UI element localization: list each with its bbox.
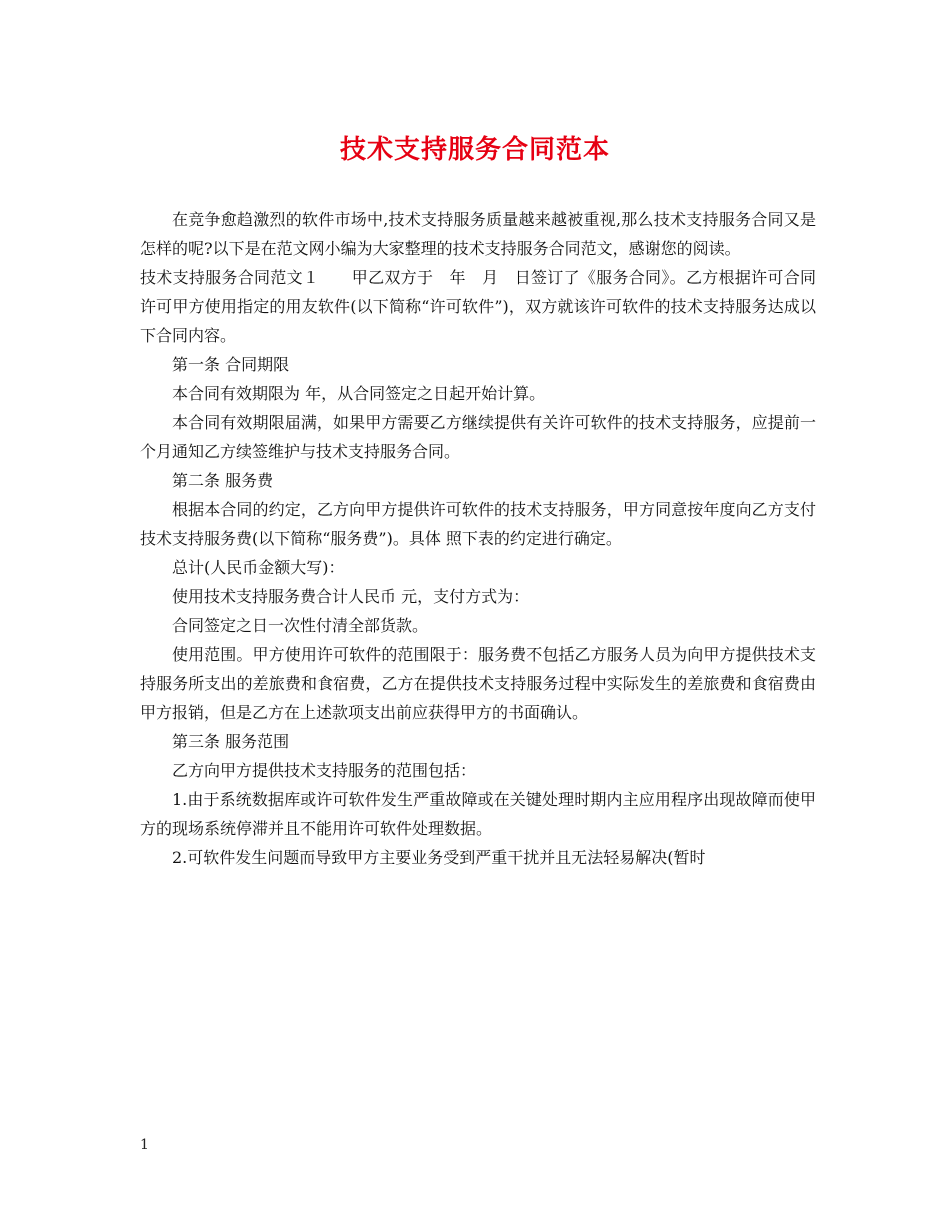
paragraph: 技术支持服务合同范文１ 甲乙双方于 年 月 日签订了《服务合同》。乙方根据许可合同许可甲方使用指定的用友软件(以下简称“许可软件”)，双方就该许可软件的技术支持服务达成以下合同内容。 — [140, 268, 816, 345]
document-body — [140, 205, 816, 872]
paragraph: 使用范围。甲方使用许可软件的范围限于：服务费不包括乙方服务人员为向甲方提供技术支持服务所支出的差旅费和食宿费，乙方在提供技术支持服务过程中实际发生的差旅费和食宿费由甲方报销，但是乙方在上述款项支出前应获得甲方的书面确认。 — [140, 645, 816, 722]
paragraph: 2.可软件发生问题而导致甲方主要业务受到严重干扰并且无法轻易解决(暂时 — [172, 848, 706, 867]
paragraph: 第二条 服务费 — [172, 471, 274, 490]
paragraph: 本合同有效期限为 年，从合同签定之日起开始计算。 — [172, 384, 546, 403]
paragraph: 第一条 合同期限 — [172, 355, 290, 374]
paragraph: 乙方向甲方提供技术支持服务的范围包括： — [172, 761, 477, 780]
paragraph: 使用技术支持服务费合计人民币 元，支付方式为： — [172, 587, 530, 606]
paragraph: 1.由于系统数据库或许可软件发生严重故障或在关键处理时期内主应用程序出现故障而使甲方的现场系统停滞并且不能用许可软件处理数据。 — [140, 790, 816, 838]
paragraph: 根据本合同的约定，乙方向甲方提供许可软件的技术支持服务，甲方同意按年度向乙方支付技术支持服务费(以下简称“服务费”)。具体 照下表的约定进行确定。 — [140, 500, 816, 548]
paragraph: 本合同有效期限届满，如果甲方需要乙方继续提供有关许可软件的技术支持服务，应提前一个月通知乙方续签维护与技术支持服务合同。 — [140, 413, 816, 461]
page-number: 1 — [140, 1137, 149, 1153]
document-title: 技术支持服务合同范本 — [339, 135, 610, 165]
paragraph: 总计(人民币金额大写)： — [172, 558, 345, 577]
paragraph: 合同签定之日一次性付清全部货款。 — [172, 616, 429, 635]
paragraph: 在竞争愈趋激烈的软件市场中,技术支持服务质量越来越被重视,那么技术支持服务合同又是怎样的呢?以下是在范文网小编为大家整理的技术支持服务合同范文，感谢您的阅读。 — [140, 210, 816, 258]
paragraph: 第三条 服务范围 — [172, 732, 290, 751]
